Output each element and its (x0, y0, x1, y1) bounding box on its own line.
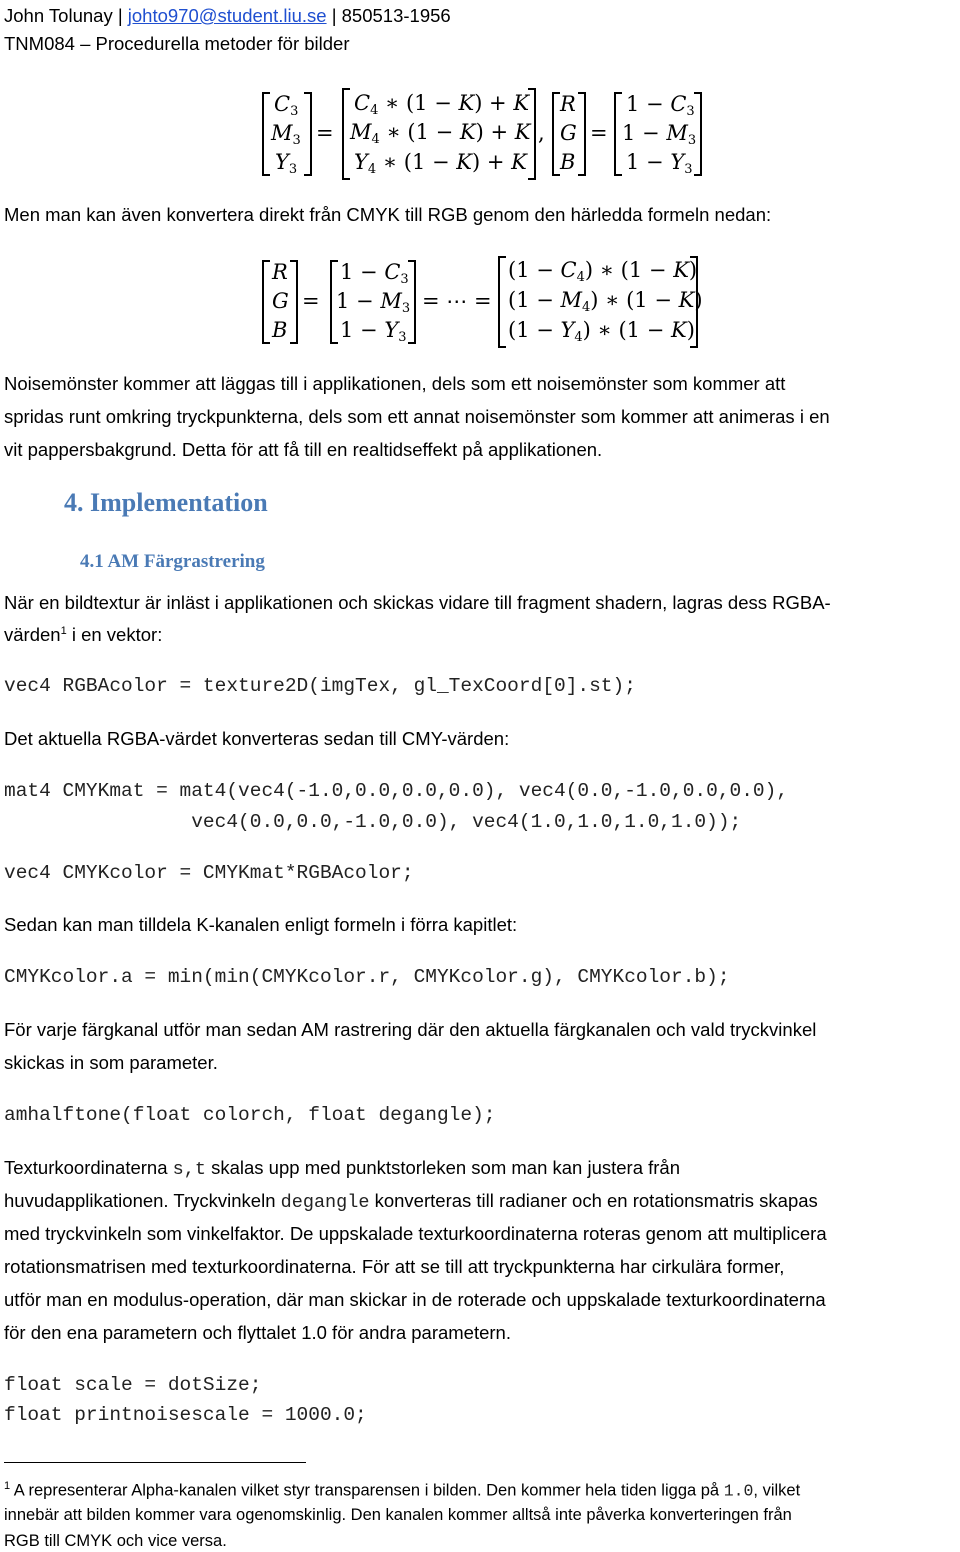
paragraph-am-line-2: skickas in som parameter. (4, 1052, 218, 1073)
paragraph-cmy-conversion: Det aktuella RGBA-värdet konverteras sedan till CMY-värden: (4, 728, 510, 749)
footnote-reference: 1 (60, 624, 67, 637)
equation-cmy3: $C_3$ $M_3$ $Y_3$ = $C_4$ ∗ (1 − K) + K $M_4$ ∗ (1 − K) + K $Y_4$ ∗ (1 − K) + K , R G B = $1 - C_3$ $1 - M_3$ $1 - Y_3$ (0, 88, 960, 188)
equation-rgb: R G B = $1 - C_3$ $1 - M_3$ $1 - Y_3$ = ⋯ = $(1 - C_4)$ ∗ (1 − K) $(1 - M_4)$ ∗ (1 − K) $(1 - Y_4)$ ∗ (1 − K) (0, 254, 960, 354)
paragraph-coords-line-4: rotationsmatrisen med texturkoordinaterna. För att se till att tryckpunkterna har cirkulära former, (4, 1256, 785, 1277)
paragraph-texture-line-2: värden$^1$ i en vektor: (4, 624, 163, 645)
code-cmyk-color: vec4 CMYKcolor = CMYKmat*RGBAcolor; (4, 862, 414, 884)
code-scale-line-1: float scale = dotSize; (4, 1374, 262, 1396)
student-id: | 850513-1956 (326, 5, 451, 26)
paragraph-k-channel: Sedan kan man tilldela K-kanalen enligt formeln i förra kapitlet: (4, 914, 518, 935)
paragraph-noise-line-2: spridas runt omkring tryckpunkterna, dels som ett annat noisemönster som kommer att animeras i en (4, 406, 830, 427)
paragraph-coords-line-1: Texturkoordinaterna s,t skalas upp med punktstorleken som man kan justera från (4, 1157, 681, 1180)
paragraph-noise-line-1: Noisemönster kommer att läggas till i applikationen, dels som ett noisemönster som kommer att (4, 373, 786, 394)
subsection-heading: 4.1 AM Färgrastrering (80, 551, 265, 572)
paragraph-coords-line-3: med tryckvinkeln som vinkelfaktor. De uppskalade texturkoordinaterna roteras genom att multiplicera (4, 1223, 827, 1244)
paragraph-coords-line-5: utför man en modulus-operation, där man skickar in de roterade och uppskalade texturkoordinaterna (4, 1289, 826, 1310)
paragraph-coords-line-2: huvudapplikationen. Tryckvinkeln degangle konverteras till radianer och en rotationsmatris skapas (4, 1190, 818, 1213)
header-line-1: John Tolunay | johto970@student.liu.se | 850513-1956 (4, 5, 451, 26)
paragraph-noise-line-3: vit pappersbakgrund. Detta för att få till en realtidseffekt på applikationen. (4, 439, 603, 460)
course-title: TNM084 – Procedurella metoder för bilder (4, 33, 350, 54)
author-name: John Tolunay (4, 5, 113, 26)
code-cmyk-matrix-line-2: vec4(0.0,0.0,-1.0,0.0), vec4(1.0,1.0,1.0,1.0)); (4, 811, 742, 833)
footnote-divider (4, 1462, 306, 1463)
paragraph-coords-line-6: för den ena parametern och flyttalet 1.0 för andra parametern. (4, 1322, 511, 1343)
code-k-channel-min: CMYKcolor.a = min(min(CMYKcolor.r, CMYKcolor.g), CMYKcolor.b); (4, 966, 730, 988)
code-amhalftone-signature: amhalftone(float colorch, float degangle); (4, 1104, 496, 1126)
footnote-line-1: $^1$ A representerar Alpha-kanalen vilket styr transparensen i bilden. Den kommer hela tiden ligga på 1.0, vilket (4, 1480, 801, 1501)
section-heading: 4. Implementation (64, 488, 268, 517)
code-scale-line-2: float printnoisescale = 1000.0; (4, 1404, 367, 1426)
footnote-line-3: RGB till CMYK och vice versa. (4, 1532, 227, 1550)
paragraph-texture-line-1: När en bildtextur är inläst i applikationen och skickas vidare till fragment shadern, lagras dess RGBA- (4, 592, 831, 613)
email-link[interactable]: johto970@student.liu.se (127, 5, 327, 26)
paragraph-am-line-1: För varje färgkanal utför man sedan AM rastrering där den aktuella färgkanalen och vald tryckvinkel (4, 1019, 817, 1040)
code-rgba-color: vec4 RGBAcolor = texture2D(imgTex, gl_TexCoord[0].st); (4, 675, 636, 697)
footnote-line-2: innebär att bilden kommer vara ogenomskinlig. Den kanalen kommer alltså inte påverka konverteringen från (4, 1506, 792, 1524)
code-cmyk-matrix-line-1: mat4 CMYKmat = mat4(vec4(-1.0,0.0,0.0,0.0), vec4(0.0,-1.0,0.0,0.0), (4, 780, 789, 802)
paragraph-direct-conversion: Men man kan även konvertera direkt från CMYK till RGB genom den härledda formeln nedan: (4, 204, 772, 225)
